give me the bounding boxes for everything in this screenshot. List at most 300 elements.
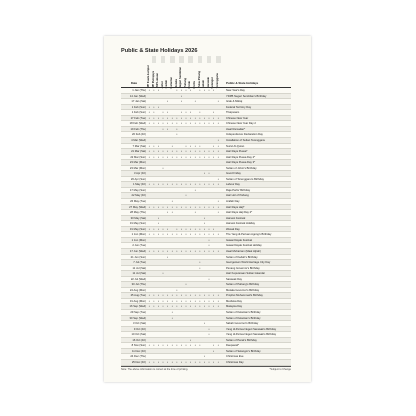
holiday-mark: • [148,359,150,364]
holiday-date: 22 May (Fri) [131,194,146,198]
holiday-mark: • [153,88,155,92]
holiday-mark: • [213,293,215,298]
holiday-name: Chinese New Year Day 2 [226,122,256,126]
holiday-mark: • [203,215,205,220]
holiday-mark: • [199,232,201,237]
holiday-mark: • [176,343,178,348]
holiday-mark: • [199,154,201,159]
holiday-mark: • [171,359,173,364]
holiday-mark: • [213,359,215,364]
holiday-mark: • [180,226,182,231]
holiday-date: 4 Mar (Wed) [131,138,146,142]
state-label: Kedah [165,79,169,88]
holiday-mark: • [194,359,196,364]
holiday-mark: • [213,204,215,209]
holiday-name: Thaipusam [226,111,240,115]
holiday-name: Harvest Festival Holiday [226,222,255,226]
holiday-mark: • [208,332,210,337]
holiday-mark: • [162,359,164,364]
holiday-name: Good Friday [226,172,241,176]
holiday-mark: • [213,110,215,115]
holiday-mark: • [162,248,164,253]
holiday-mark: • [185,359,187,364]
holiday-name: Awal Ramadan* [226,127,246,131]
holiday-mark: • [180,93,182,98]
holiday-mark: • [194,226,196,231]
holiday-mark: • [162,126,164,131]
subject-to-change-note: *Subject to Change [269,368,291,371]
table-row [121,360,291,366]
holiday-mark: • [217,143,219,148]
holiday-mark: • [171,304,173,309]
holiday-mark: • [208,204,210,209]
holiday-mark: • [180,248,182,253]
holiday-mark: • [203,115,205,120]
holiday-date: 14 Jan (Wed) [129,94,146,98]
holiday-mark: • [180,359,182,364]
holiday-date: 17 May (Sun) [129,188,146,192]
holiday-mark: • [185,149,187,154]
holiday-mark: • [203,298,205,303]
holiday-mark: • [208,154,210,159]
holiday-name: Sultan of Pahang's Birthday [226,283,260,287]
holiday-mark: • [185,293,187,298]
holiday-mark: • [162,271,164,276]
holiday-mark: • [162,110,164,115]
holiday-date: 22 Mar (Sun) [130,155,146,159]
state-header-stripe [207,56,212,63]
holiday-mark: • [199,293,201,298]
holiday-mark: • [171,315,173,320]
state-header-stripe [152,56,157,63]
holiday-name: Sarawak Day [226,277,242,281]
holiday-mark: • [208,149,210,154]
holiday-mark: • [185,115,187,120]
holiday-mark: • [185,248,187,253]
holiday-date: 30 May (Sat) [130,216,146,220]
holiday-mark: • [180,343,182,348]
footer-note: Note: The above information is correct at the time of printing. [121,368,189,371]
holiday-mark: • [213,143,215,148]
state-label: Melaka [174,79,178,88]
holiday-mark: • [199,115,201,120]
holiday-date: 23 Mar (Mon) [129,166,146,170]
holiday-mark: • [148,88,150,92]
holiday-mark: • [176,248,178,253]
holiday-name: Hari Raya Puasa* [226,150,248,154]
holiday-date: 1 May (Fri) [133,183,146,187]
holiday-mark: • [208,359,210,364]
holiday-mark: • [203,232,205,237]
holiday-mark: • [171,204,173,209]
holiday-mark: • [213,298,215,303]
holiday-mark: • [157,226,159,231]
holiday-mark: • [153,104,155,109]
holiday-mark: • [171,182,173,187]
holiday-mark: • [213,154,215,159]
holiday-mark: • [153,149,155,154]
holiday-date: 11 Dec (Fri) [132,349,146,353]
holiday-mark: • [148,182,150,187]
holiday-mark: • [213,88,215,92]
holiday-date: 30 Sep (Wed) [129,316,146,320]
holiday-mark: • [185,182,187,187]
holiday-date: 2 Jun (Tue) [132,244,146,248]
holiday-mark: • [203,354,205,359]
holiday-mark: • [167,293,169,298]
holiday-mark: • [194,293,196,298]
holiday-mark: • [148,226,150,231]
holiday-date: 7 Mar (Sat) [132,144,146,148]
state-header-stripe [161,56,166,63]
holiday-mark: • [203,248,205,253]
holiday-mark: • [171,232,173,237]
holiday-name: Nuzul Al-Quran [226,144,245,148]
holiday-mark: • [199,121,201,126]
holiday-date: 31 May (Sun) [129,222,146,226]
footer-divider [121,366,291,367]
holiday-name: Independence Declaration Day [226,133,263,137]
holiday-mark: • [162,149,164,154]
holiday-mark: • [157,104,159,109]
holiday-mark: • [217,99,219,104]
holiday-mark: • [167,115,169,120]
holiday-mark: • [194,149,196,154]
holiday-mark: • [148,298,150,303]
state-label: Perak [188,80,192,88]
holiday-mark: • [180,149,182,154]
holiday-mark: • [217,232,219,237]
holiday-mark: • [167,149,169,154]
holiday-mark: • [180,304,182,309]
holiday-mark: • [176,204,178,209]
holiday-mark: • [180,154,182,159]
holiday-mark: • [153,143,155,148]
holiday-mark: • [190,121,192,126]
holiday-mark: • [213,149,215,154]
holiday-date: 26 May (Tue) [130,200,146,203]
holiday-mark: • [208,182,210,187]
holiday-mark: • [176,132,178,137]
holiday-date: 17 Jan (Sat) [131,100,146,104]
holiday-mark: • [162,226,164,231]
holiday-mark: • [208,326,210,331]
holiday-mark: • [157,154,159,159]
state-label: Kelantan [170,76,173,88]
holiday-mark: • [148,204,150,209]
holiday-mark: • [213,232,215,237]
holiday-mark: • [217,149,219,154]
holiday-column-header: Public & State Holidays [226,81,259,85]
holiday-mark: • [208,115,210,120]
holiday-mark: • [185,88,187,92]
holiday-name: Prophet Muhammad's Birthday [226,294,263,298]
holiday-mark: • [199,343,201,348]
holiday-mark: • [217,343,219,348]
holiday-name: Gawai Dayak Festival [226,238,252,242]
holiday-mark: • [213,348,215,353]
holiday-mark: • [162,232,164,237]
holiday-date: 25 Aug (Tue) [130,294,146,298]
holiday-mark: • [217,115,219,120]
holiday-mark: • [199,265,201,270]
holiday-mark: • [157,204,159,209]
holiday-mark: • [194,143,196,148]
holiday-name: Sultan of Terengganu's Birthday [226,177,264,181]
holiday-mark: • [190,226,192,231]
holiday-mark: • [190,110,192,115]
holiday-mark: • [180,204,182,209]
holiday-mark: • [148,104,150,109]
holiday-mark: • [185,110,187,115]
holiday-name: Merdeka Day [226,299,242,303]
holiday-mark: • [190,337,192,342]
holiday-name: Sultan of Kedah's Birthday [226,255,258,259]
holiday-mark: • [157,232,159,237]
holiday-name: Sultan of Kelantan's Birthday [226,311,261,314]
holiday-date: 18 Feb (Wed) [129,122,146,126]
holiday-mark: • [199,226,201,231]
holiday-date: 28 May (Thu) [130,211,146,215]
holiday-mark: • [171,210,173,215]
holiday-mark: • [199,204,201,209]
holiday-date: 27 May (Wed) [129,205,146,209]
holiday-mark: • [167,110,169,115]
holiday-date: 30 Jul (Thu) [131,283,146,287]
holiday-name: Deepavali* [226,344,239,348]
holiday-mark: • [162,165,164,170]
holiday-mark: • [208,248,210,253]
holiday-mark: • [176,226,178,231]
holiday-mark: • [203,226,205,231]
holiday-mark: • [199,110,201,115]
holiday-mark: • [153,226,155,231]
state-label: Johor [160,80,164,88]
holiday-mark: • [176,154,178,159]
holiday-date: 1 Jun (Mon) [131,233,146,237]
holiday-mark: • [148,121,150,126]
holiday-mark: • [203,321,205,326]
holiday-mark: • [153,298,155,303]
holiday-date: 31 Aug (Mon) [129,299,146,303]
holiday-name: Yang di-Pertua Negeri Sarawak's Birthday [226,333,277,337]
date-column-header: Date [130,81,138,85]
holiday-mark: • [148,232,150,237]
holiday-date: 8 Nov (Sun) [131,344,146,348]
holiday-mark: • [167,232,169,237]
holiday-mark: • [185,154,187,159]
holiday-mark: • [162,304,164,309]
holiday-mark: • [190,232,192,237]
holiday-mark: • [190,248,192,253]
holiday-mark: • [213,115,215,120]
holiday-date: 11 Jul (Sat) [132,272,146,276]
holiday-mark: • [217,304,219,309]
state-label: Pulau Pinang [197,70,201,88]
holiday-mark: • [157,298,159,303]
holiday-mark: • [213,304,215,309]
holiday-mark: • [157,221,159,226]
holiday-mark: • [199,359,201,364]
holiday-name: Hari Raya Haji* [226,205,245,209]
holiday-name: Arafah Day [226,200,240,203]
holiday-mark: • [185,226,187,231]
holiday-mark: • [167,126,169,131]
holiday-date: 17 Feb (Tue) [130,116,146,120]
holiday-mark: • [203,304,205,309]
holiday-date: 24 Aug (Mon) [129,288,146,292]
holiday-mark: • [153,204,155,209]
holiday-mark: • [194,154,196,159]
holiday-mark: • [203,293,205,298]
holiday-mark: • [167,204,169,209]
holiday-date: 21 Jun (Sun) [130,255,146,259]
holiday-mark: • [167,343,169,348]
holiday-date: 24 Dec (Thu) [130,355,146,359]
holiday-mark: • [157,343,159,348]
holiday-name: YDPB Negeri Sembilan's Birthday [226,94,267,98]
holiday-mark: • [180,232,182,237]
holiday-mark: • [185,204,187,209]
holiday-mark: • [176,359,178,364]
state-label: Selangor [211,76,215,88]
holiday-name: Sabah Governor's Birthday [226,322,259,326]
holiday-mark: • [199,143,201,148]
holiday-mark: • [153,359,155,364]
holiday-mark: • [190,359,192,364]
holiday-mark: • [194,204,196,209]
holiday-name: Georgetown World Heritage City Day [226,261,271,265]
holiday-mark: • [162,115,164,120]
holiday-date: 25 Dec (Fri) [131,360,146,364]
holiday-mark: • [176,115,178,120]
holiday-mark: • [185,121,187,126]
holiday-mark: • [185,193,187,198]
holiday-mark: • [171,115,173,120]
holiday-name: Penang Governor's Birthday [226,266,260,270]
holiday-mark: • [171,343,173,348]
holiday-name: Malaysia Day [226,305,243,309]
holiday-mark: • [153,154,155,159]
holiday-mark: • [153,110,155,115]
holiday-mark: • [176,182,178,187]
holiday-mark: • [176,232,178,237]
holiday-mark: • [194,182,196,187]
holiday-mark: • [171,121,173,126]
state-label: Sarawak [206,77,210,88]
holiday-mark: • [176,287,178,292]
holiday-mark: • [176,121,178,126]
holiday-mark: • [167,304,169,309]
holiday-mark: • [208,171,210,176]
holiday-mark: • [203,121,205,126]
holiday-mark: • [157,359,159,364]
holiday-mark: • [203,171,205,176]
holiday-date: 7 Jul (Tue) [133,261,146,265]
holiday-mark: • [167,359,169,364]
holiday-mark: • [180,182,182,187]
holiday-mark: • [203,204,205,209]
holiday-name: Hari Raya Haji Day 2* [226,211,253,215]
holiday-name: Yang di-Pertua Negeri Sarawak's Birthday [226,327,277,331]
holiday-name: Raja Perlis' Birthday [226,188,251,192]
holiday-mark: • [153,248,155,253]
holiday-mark: • [190,204,192,209]
holiday-mark: • [167,121,169,126]
holiday-mark: • [185,232,187,237]
holiday-mark: • [190,293,192,298]
state-label: Pahang [183,78,187,88]
holiday-name: Melaka Governor's Birthday [226,288,260,292]
holiday-date: 31 May (Sun) [129,227,146,231]
holiday-mark: • [213,182,215,187]
holiday-mark: • [176,298,178,303]
holiday-mark: • [167,210,169,215]
holiday-mark: • [208,237,210,242]
holiday-mark: • [194,343,196,348]
holiday-mark: • [162,343,164,348]
holiday-mark: • [199,88,201,92]
holiday-date: 20 Feb (Fri) [131,133,146,137]
state-label: WP Kuala Lumpur [147,64,150,88]
holiday-date: 19 Feb (Thu) [130,127,146,131]
holiday-name: Harvest Festival [226,216,246,220]
holiday-mark: • [190,304,192,309]
holiday-mark: • [199,182,201,187]
holiday-mark: • [208,293,210,298]
holiday-mark: • [162,154,164,159]
holiday-mark: • [176,293,178,298]
holiday-mark: • [180,99,182,104]
holiday-date: 11 Jul (Sat) [132,266,146,270]
holiday-mark: • [157,293,159,298]
holiday-name: Installation of Sultan Terengganu [226,138,266,142]
holiday-mark: • [171,154,173,159]
holiday-date: 17 Jun (Wed) [129,249,146,253]
holiday-mark: • [213,121,215,126]
holiday-mark: • [194,298,196,303]
holiday-mark: • [208,121,210,126]
state-header-stripe [216,56,221,63]
holiday-mark: • [157,115,159,120]
holiday-date: 16 Sep (Wed) [129,305,146,309]
holiday-mark: • [148,304,150,309]
holiday-mark: • [190,149,192,154]
holiday-mark: • [194,304,196,309]
state-header-stripe [170,56,175,63]
holiday-mark: • [148,115,150,120]
state-label: Sabah [202,79,206,88]
holiday-date: 21 Mar (Sat) [131,150,146,154]
holiday-mark: • [208,243,210,248]
holiday-mark: • [153,304,155,309]
holiday-mark: • [203,182,205,187]
holiday-mark: • [171,149,173,154]
holiday-mark: • [180,293,182,298]
holiday-mark: • [180,115,182,120]
holiday-date: 29 Sep (Tue) [130,311,146,314]
holiday-mark: • [185,143,187,148]
holiday-mark: • [217,182,219,187]
holiday-name: New Year's Day [226,89,245,92]
holiday-mark: • [194,99,196,104]
holiday-mark: • [167,298,169,303]
holiday-name: Hari Keputeraan Sultan Iskandar [226,272,265,276]
holiday-mark: • [208,298,210,303]
holiday-mark: • [167,254,169,259]
holiday-mark: • [148,154,150,159]
holiday-name: The Yang di-Pertuan Agong's Birthday [226,233,272,237]
